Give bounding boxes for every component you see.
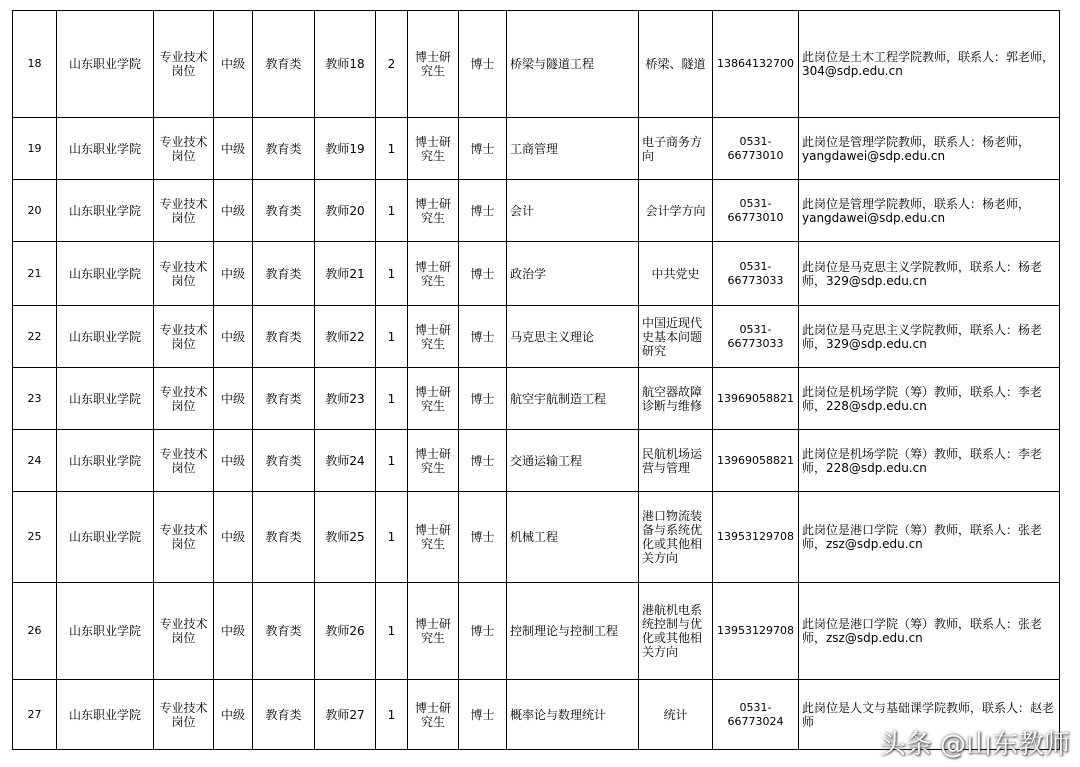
education-cell: 博士研究生 <box>408 118 459 180</box>
degree-cell: 博士 <box>459 306 507 368</box>
headcount-cell: 1 <box>376 180 408 242</box>
row-number: 22 <box>13 306 57 368</box>
post-category-cell: 教育类 <box>253 242 315 306</box>
education-cell: 博士研究生 <box>408 430 459 492</box>
employer-cell: 山东职业学院 <box>57 118 154 180</box>
post-level-cell: 中级 <box>214 368 253 430</box>
degree-cell: 博士 <box>459 242 507 306</box>
row-number: 26 <box>13 583 57 680</box>
education-cell: 博士研究生 <box>408 492 459 583</box>
post-name-cell: 教师21 <box>315 242 376 306</box>
table-row <box>13 242 1060 306</box>
phone-cell: 0531-66773024 <box>713 680 799 750</box>
post-category-cell: 教育类 <box>253 583 315 680</box>
post-name-cell: 教师26 <box>315 583 376 680</box>
headcount-cell: 1 <box>376 368 408 430</box>
major-cell: 控制理论与控制工程 <box>507 583 639 680</box>
employer-cell: 山东职业学院 <box>57 680 154 750</box>
phone-cell: 13953129708 <box>713 492 799 583</box>
post-type-cell: 专业技术岗位 <box>154 11 214 118</box>
post-category-cell: 教育类 <box>253 306 315 368</box>
post-type-cell: 专业技术岗位 <box>154 118 214 180</box>
research-direction-cell: 航空器故障诊断与维修 <box>639 368 713 430</box>
education-cell: 博士研究生 <box>408 368 459 430</box>
remark-cell: 此岗位是土木工程学院教师，联系人：郭老师，304@sdp.edu.cn <box>799 11 1060 118</box>
education-cell: 博士研究生 <box>408 583 459 680</box>
major-cell: 工商管理 <box>507 118 639 180</box>
degree-cell: 博士 <box>459 180 507 242</box>
post-category-cell: 教育类 <box>253 492 315 583</box>
research-direction-cell: 电子商务方向 <box>639 118 713 180</box>
major-cell: 机械工程 <box>507 492 639 583</box>
table-row <box>13 11 1060 118</box>
row-number: 20 <box>13 180 57 242</box>
headcount-cell: 2 <box>376 11 408 118</box>
remark-cell: 此岗位是港口学院（筹）教师，联系人：张老师，zsz@sdp.edu.cn <box>799 583 1060 680</box>
post-level-cell: 中级 <box>214 680 253 750</box>
remark-cell: 此岗位是马克思主义学院教师，联系人：杨老师，329@sdp.edu.cn <box>799 306 1060 368</box>
education-cell: 博士研究生 <box>408 680 459 750</box>
headcount-cell: 1 <box>376 492 408 583</box>
remark-cell: 此岗位是港口学院（筹）教师，联系人：张老师，zsz@sdp.edu.cn <box>799 492 1060 583</box>
degree-cell: 博士 <box>459 368 507 430</box>
table-row <box>13 368 1060 430</box>
post-name-cell: 教师24 <box>315 430 376 492</box>
employer-cell: 山东职业学院 <box>57 368 154 430</box>
post-name-cell: 教师25 <box>315 492 376 583</box>
post-type-cell: 专业技术岗位 <box>154 306 214 368</box>
research-direction-cell: 港口物流装备与系统优化或其他相关方向 <box>639 492 713 583</box>
post-level-cell: 中级 <box>214 492 253 583</box>
post-level-cell: 中级 <box>214 118 253 180</box>
phone-cell: 13969058821 <box>713 430 799 492</box>
headcount-cell: 1 <box>376 430 408 492</box>
post-level-cell: 中级 <box>214 11 253 118</box>
research-direction-cell: 会计学方向 <box>639 180 713 242</box>
row-number: 27 <box>13 680 57 750</box>
remark-cell: 此岗位是机场学院（筹）教师，联系人：李老师，228@sdp.edu.cn <box>799 368 1060 430</box>
employer-cell: 山东职业学院 <box>57 430 154 492</box>
table-row <box>13 583 1060 680</box>
degree-cell: 博士 <box>459 583 507 680</box>
post-name-cell: 教师20 <box>315 180 376 242</box>
post-name-cell: 教师19 <box>315 118 376 180</box>
post-name-cell: 教师27 <box>315 680 376 750</box>
remark-cell: 此岗位是机场学院（筹）教师，联系人：李老师，228@sdp.edu.cn <box>799 430 1060 492</box>
research-direction-cell: 桥梁、隧道 <box>639 11 713 118</box>
table-row <box>13 118 1060 180</box>
remark-cell: 此岗位是管理学院教师，联系人：杨老师，yangdawei@sdp.edu.cn <box>799 118 1060 180</box>
employer-cell: 山东职业学院 <box>57 492 154 583</box>
post-level-cell: 中级 <box>214 180 253 242</box>
post-level-cell: 中级 <box>214 583 253 680</box>
education-cell: 博士研究生 <box>408 306 459 368</box>
headcount-cell: 1 <box>376 583 408 680</box>
remark-cell: 此岗位是管理学院教师，联系人：杨老师，yangdawei@sdp.edu.cn <box>799 180 1060 242</box>
table-row <box>13 180 1060 242</box>
post-category-cell: 教育类 <box>253 11 315 118</box>
table-row <box>13 306 1060 368</box>
degree-cell: 博士 <box>459 680 507 750</box>
post-type-cell: 专业技术岗位 <box>154 180 214 242</box>
row-number: 19 <box>13 118 57 180</box>
research-direction-cell: 统计 <box>639 680 713 750</box>
phone-cell: 0531-66773010 <box>713 118 799 180</box>
post-type-cell: 专业技术岗位 <box>154 680 214 750</box>
post-type-cell: 专业技术岗位 <box>154 583 214 680</box>
education-cell: 博士研究生 <box>408 180 459 242</box>
major-cell: 交通运输工程 <box>507 430 639 492</box>
row-number: 24 <box>13 430 57 492</box>
headcount-cell: 1 <box>376 242 408 306</box>
remark-cell: 此岗位是人文与基础课学院教师，联系人：赵老师 <box>799 680 1060 750</box>
table-row <box>13 430 1060 492</box>
watermark: 头条 @山东教师 <box>879 730 1070 760</box>
row-number: 23 <box>13 368 57 430</box>
phone-cell: 13864132700 <box>713 11 799 118</box>
post-name-cell: 教师23 <box>315 368 376 430</box>
row-number: 25 <box>13 492 57 583</box>
employer-cell: 山东职业学院 <box>57 11 154 118</box>
row-number: 18 <box>13 11 57 118</box>
post-level-cell: 中级 <box>214 242 253 306</box>
degree-cell: 博士 <box>459 118 507 180</box>
post-level-cell: 中级 <box>214 306 253 368</box>
post-level-cell: 中级 <box>214 430 253 492</box>
post-category-cell: 教育类 <box>253 118 315 180</box>
major-cell: 桥梁与隧道工程 <box>507 11 639 118</box>
degree-cell: 博士 <box>459 430 507 492</box>
major-cell: 概率论与数理统计 <box>507 680 639 750</box>
post-name-cell: 教师18 <box>315 11 376 118</box>
research-direction-cell: 民航机场运营与管理 <box>639 430 713 492</box>
phone-cell: 0531-66773033 <box>713 242 799 306</box>
major-cell: 政治学 <box>507 242 639 306</box>
headcount-cell: 1 <box>376 306 408 368</box>
research-direction-cell: 中国近现代史基本问题研究 <box>639 306 713 368</box>
post-type-cell: 专业技术岗位 <box>154 368 214 430</box>
employer-cell: 山东职业学院 <box>57 242 154 306</box>
employer-cell: 山东职业学院 <box>57 306 154 368</box>
headcount-cell: 1 <box>376 680 408 750</box>
degree-cell: 博士 <box>459 11 507 118</box>
research-direction-cell: 港航机电系统控制与优化或其他相关方向 <box>639 583 713 680</box>
table-row <box>13 492 1060 583</box>
major-cell: 马克思主义理论 <box>507 306 639 368</box>
post-type-cell: 专业技术岗位 <box>154 242 214 306</box>
post-type-cell: 专业技术岗位 <box>154 492 214 583</box>
remark-cell: 此岗位是马克思主义学院教师，联系人：杨老师，329@sdp.edu.cn <box>799 242 1060 306</box>
education-cell: 博士研究生 <box>408 242 459 306</box>
row-number: 21 <box>13 242 57 306</box>
headcount-cell: 1 <box>376 118 408 180</box>
phone-cell: 13953129708 <box>713 583 799 680</box>
post-category-cell: 教育类 <box>253 368 315 430</box>
table-body <box>13 11 1060 750</box>
employer-cell: 山东职业学院 <box>57 180 154 242</box>
major-cell: 航空宇航制造工程 <box>507 368 639 430</box>
phone-cell: 0531-66773033 <box>713 306 799 368</box>
major-cell: 会计 <box>507 180 639 242</box>
education-cell: 博士研究生 <box>408 11 459 118</box>
post-category-cell: 教育类 <box>253 430 315 492</box>
post-category-cell: 教育类 <box>253 680 315 750</box>
research-direction-cell: 中共党史 <box>639 242 713 306</box>
post-type-cell: 专业技术岗位 <box>154 430 214 492</box>
job-table <box>12 10 1060 750</box>
post-category-cell: 教育类 <box>253 180 315 242</box>
post-name-cell: 教师22 <box>315 306 376 368</box>
employer-cell: 山东职业学院 <box>57 583 154 680</box>
degree-cell: 博士 <box>459 492 507 583</box>
phone-cell: 13969058821 <box>713 368 799 430</box>
phone-cell: 0531-66773010 <box>713 180 799 242</box>
